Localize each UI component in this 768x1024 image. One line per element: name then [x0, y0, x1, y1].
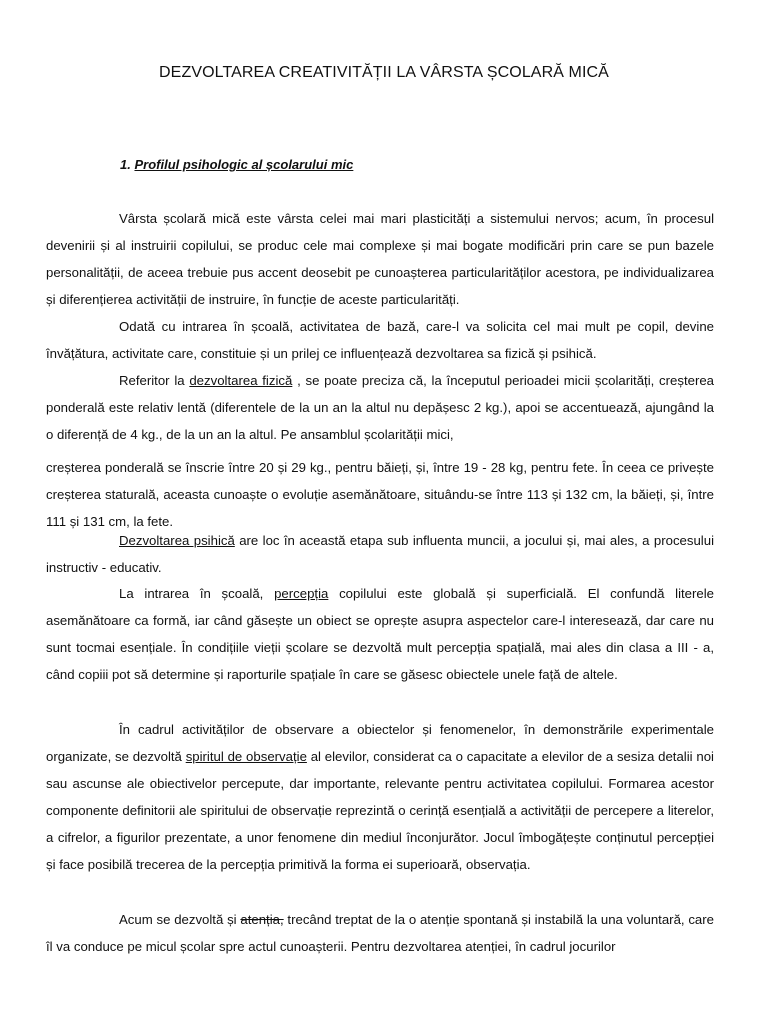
paragraph-8: [46, 906, 714, 960]
term-perceptia: percepția: [274, 586, 329, 601]
paragraph-8-body: trecând treptat de la o atenție spontană și instabilă la una voluntară, care îl va conduce pe micul școlar spre actul cunoașterii. Pentru dezvoltarea atenției, în cadrul jocurilor: [46, 912, 714, 954]
paragraph-8-lead: Acum se dezvoltă și: [119, 912, 241, 927]
paragraph-7: [46, 716, 714, 878]
term-dezvoltarea-psihica: Dezvoltarea psihică: [119, 533, 235, 548]
term-dezvoltarea-fizica: dezvoltarea fizică: [189, 373, 293, 388]
term-spiritul-de-observatie: spiritul de observație: [185, 749, 307, 764]
paragraph-1: Vârsta școlară mică este vârsta celei mai mari plasticități a sistemului nervos; acum, în procesul devenirii și al instruirii copilului, se produc cele mai complexe și mai bogate modificări prin care se pun bazele personalității, de aceea trebuie pus accent deosebit pe cunoașterea particularităților acestora, pe individualizarea și diferențierea activității de instruire, în funcție de aceste particularități.: [46, 211, 714, 307]
paragraph-6: [46, 580, 714, 688]
paragraph-5: [46, 527, 714, 581]
section-number: 1.: [120, 157, 131, 172]
document-title: DEZVOLTAREA CREATIVITĂȚII LA VÂRSTA ȘCOLARĂ MICĂ: [159, 64, 609, 81]
paragraph-7-body: al elevilor, considerat ca o capacitate a elevilor de a sesiza detalii noi sau ascunse ale obiectivelor percepute, dar importante, relevante pentru activitatea copilului. Formarea acestor componente definitorii ale spiritului de observație reprezintă o cerință esențială a activității de percepere a literelor, a cifrelor, a figurilor prezentate, a unor fenomene din mediul înconjurător. Jocul îmbogățește conținutul percepției și face posibilă trecerea de la percepția primitivă la forma ei superioară, observația.: [46, 749, 714, 872]
term-atentia: atenția,: [240, 912, 284, 927]
paragraph-6-body: copilului este globală și superficială. El confundă literele asemănătoare ca formă, iar când găsește un obiect se oprește asupra aspectelor care-l interesează, dar care nu sunt tocmai esențiale. În condițiile vieții școlare se dezvoltă mult percepția spațială, mai ales din clasa a III - a, când copiii pot să determine și raporturile spațiale în care se găsesc obiectele unele față de altele.: [46, 586, 714, 682]
paragraph-6-lead: La intrarea în școală,: [119, 586, 275, 601]
section-heading-text: Profilul psihologic al școlarului mic: [134, 157, 354, 172]
paragraph-4: creșterea ponderală se înscrie între 20 și 29 kg., pentru băieți, și, între 19 - 28 kg, pentru fete. În ceea ce privește creșterea staturală, aceasta cunoaște o evoluție asemănătoare, situându-se între 113 și 132 cm, la băieți, și, între 111 și 131 cm, la fete.: [46, 460, 714, 529]
paragraph-3-lead: Referitor la: [119, 373, 190, 388]
paragraph-7-lead: În cadrul activităților de observare a obiectelor și fenomenelor, în demonstrările experimentale organizate, se dezvoltă: [46, 722, 714, 764]
paragraph-5-body: are loc în această etapa sub influenta muncii, a jocului și, mai ales, a procesului instructiv - educativ.: [46, 533, 714, 575]
section-heading: [120, 157, 353, 172]
paragraph-2: Odată cu intrarea în școală, activitatea de bază, care-l va solicita cel mai mult pe copil, devine învățătura, activitate care, constituie și un prilej ce influențează dezvoltarea sa fizică și psihică.: [46, 319, 714, 361]
paragraph-3-body: , se poate preciza că, la începutul perioadei micii școlarități, creșterea ponderală este relativ lentă (diferentele de la un an la altul nu depășesc 2 kg.), apoi se accentuează, ajungând la o diferență de 4 kg., de la un an la altul. Pe ansamblul școlarității mici,: [46, 373, 715, 442]
paragraph-3: [46, 367, 714, 448]
